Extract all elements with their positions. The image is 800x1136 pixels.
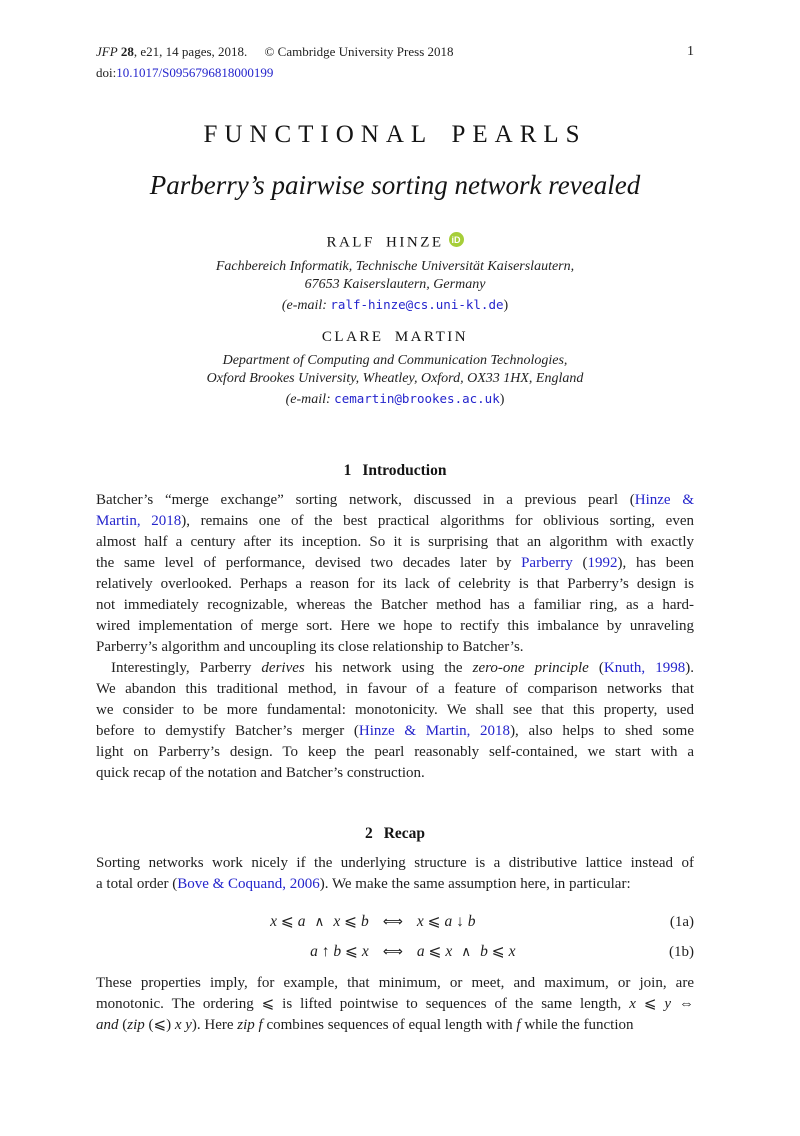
email-line (96, 296, 694, 315)
operator: ∧ (314, 913, 325, 930)
text-line (96, 553, 694, 574)
text-line (96, 973, 694, 994)
italic-text: x y (174, 1016, 192, 1033)
text-line (96, 616, 694, 637)
orcid-icon[interactable]: iD (449, 232, 464, 247)
author-name (96, 232, 694, 252)
text-run: while the function (520, 1016, 634, 1033)
citation-link[interactable]: Martin, 2018 (96, 512, 182, 529)
text-run: wired implementation of merge sort. Here we hope to rectify this imbalance by unraveling (96, 617, 694, 634)
text-run: ). We make the same assumption here, in particular: (319, 875, 631, 892)
text-run: combines sequences of equal length with (262, 1016, 517, 1033)
equation-number: (1b) (669, 943, 694, 960)
equation-relation: ⟺ (382, 913, 403, 930)
section-recap (96, 824, 694, 1036)
text-run: ( (118, 1016, 128, 1033)
italic-text: zip f (237, 1016, 263, 1033)
text-run: ( (588, 659, 604, 676)
italic-text: and (96, 1016, 119, 1033)
citation-link[interactable]: Knuth, 1998 (603, 659, 686, 676)
citation-link[interactable]: 1992 (587, 554, 618, 571)
section-number: 1 (343, 461, 352, 479)
equation-relation: ⟺ (382, 943, 403, 960)
journal-abbrev: JFP (96, 44, 118, 59)
journal-volume: 28 (120, 44, 134, 59)
equation-block (96, 907, 694, 967)
email-suffix: ) (503, 297, 509, 313)
text-line (96, 1015, 694, 1036)
equation (96, 937, 694, 967)
affiliation-line: Department of Computing and Communication Technologies, (222, 352, 568, 368)
italic-text: a ↑ b ⩽ x (310, 942, 369, 960)
italic-text: derives (261, 659, 305, 676)
text-line (96, 511, 694, 532)
text-run: (⩽) (144, 1016, 175, 1033)
equation-rhs (417, 907, 648, 936)
email-line (96, 390, 694, 409)
text-run: These properties imply, for example, that minimum, or meet, and maximum, or join, are (96, 974, 694, 991)
text-run: ( (572, 554, 588, 571)
paragraph (96, 853, 694, 895)
section-body (96, 853, 694, 1036)
italic-text: zero-one principle (472, 659, 589, 676)
italic-text: zip (127, 1016, 145, 1033)
author-affiliation (96, 352, 694, 388)
text-line (96, 637, 694, 658)
text-run: Batcher’s “merge exchange” sorting network, discussed in a previous pearl ( (96, 491, 635, 508)
doi-link[interactable]: 10.1017/S0956796818000199 (116, 65, 274, 80)
text-line (96, 763, 694, 784)
section-body (96, 490, 694, 784)
doi-label: doi: (96, 65, 117, 80)
text-run: We abandon this traditional method, in favour of a feature of comparison networks that (96, 680, 694, 697)
text-run: monotonic. The ordering ⩽ is lifted pointwise to sequences of the same length, (96, 995, 630, 1012)
operator: ∧ (461, 943, 472, 960)
text-run: ⩽ (635, 995, 665, 1012)
text-run: not immediately recognizable, whereas the Batcher method has a familiar ring, as a hard- (96, 596, 694, 613)
affiliation-line: Oxford Brookes University, Wheatley, Oxford, OX33 1HX, England (206, 370, 584, 386)
text-run: ). (685, 659, 695, 676)
citation-link[interactable]: Hinze & Martin, 2018 (358, 722, 511, 739)
email-link[interactable]: cemartin@brookes.ac.uk (334, 390, 500, 406)
page-header (96, 44, 694, 81)
text-run: ), remains one of the best practical algorithms for oblivious sorting, even (181, 512, 694, 529)
italic-text: x ⩽ a (270, 912, 306, 930)
equation-lhs (96, 907, 369, 937)
text-run: relatively overlooked. Perhaps a reason for its lack of celebrity is that Parberry’s design is (96, 575, 694, 592)
citation-link[interactable]: Hinze & (634, 491, 694, 508)
citation-link[interactable]: Parberry (521, 554, 573, 571)
page-number: 1 (687, 44, 694, 59)
text-run: a total order ( (96, 875, 178, 892)
paragraph (96, 490, 694, 658)
equation-number: (1a) (669, 913, 694, 930)
author-block-martin (96, 328, 694, 409)
section-title: Introduction (362, 461, 447, 479)
text-run: quick recap of the notation and Batcher’s construction. (96, 764, 425, 781)
text-run: ). Here (191, 1016, 238, 1033)
author-name-text: RALF HINZE (326, 234, 444, 251)
text-line (96, 742, 694, 763)
text-run: Sorting networks work nicely if the underlying structure is a distributive lattice instead of (96, 854, 694, 871)
text-line (96, 658, 694, 679)
text-run: light on Parberry’s design. To keep the pearl reasonably self-contained, we start with a (96, 743, 694, 760)
author-name (96, 328, 694, 346)
text-line (96, 874, 694, 895)
affiliation-line: 67653 Kaiserslautern, Germany (304, 276, 486, 292)
article-title: Parberry’s pairwise sorting network revealed (149, 170, 641, 200)
author-name-text: CLARE MARTIN (321, 328, 469, 345)
italic-text: x ⩽ a ↓ b (416, 912, 476, 930)
section-heading (96, 824, 694, 844)
text-run: Parberry’s algorithm and uncoupling its close relationship to Batcher’s. (96, 638, 524, 655)
text-line (96, 700, 694, 721)
text-line (96, 853, 694, 874)
copyright-notice: © Cambridge University Press 2018 (264, 44, 454, 59)
text-run: ⇔ (671, 995, 694, 1012)
email-suffix: ) (499, 391, 505, 407)
italic-text: x ⩽ b (333, 912, 369, 930)
text-line (96, 721, 694, 742)
text-run: we consider to be more fundamental: monotonicity. We shall see that this property, used (96, 701, 694, 718)
text-run: almost half a century after its inception. So it is surprising that an algorithm with exactly (96, 533, 694, 550)
text-run: his network using the (304, 659, 473, 676)
section-heading (96, 461, 694, 481)
citation-link[interactable]: Bove & Coquand, 2006 (177, 875, 320, 892)
series-title: FUNCTIONAL PEARLS (203, 121, 587, 148)
journal-header-row (96, 44, 694, 60)
text-run: Interestingly, Parberry (111, 659, 262, 676)
section-title: Recap (383, 824, 426, 842)
paragraph (96, 658, 694, 784)
email-prefix: (e-mail: (285, 391, 335, 407)
italic-text: x (629, 995, 636, 1012)
italic-text: b ⩽ x (480, 942, 516, 960)
section-introduction (96, 461, 694, 784)
text-run: the same level of performance, devised two decades later by (96, 554, 522, 571)
journal-info (96, 44, 454, 60)
text-line (96, 595, 694, 616)
text-line (96, 994, 694, 1015)
italic-text: f (516, 1016, 521, 1033)
italic-text: y (664, 995, 672, 1012)
text-line (96, 532, 694, 553)
text-run: ), has been (617, 554, 695, 571)
journal-issue-info: , e21, 14 pages, 2018. (133, 44, 248, 59)
email-prefix: (e-mail: (281, 297, 331, 313)
author-block-hinze (96, 232, 694, 315)
text-run: ), also helps to shed some (510, 722, 694, 739)
text-line (96, 490, 694, 511)
text-line (96, 574, 694, 595)
text-line (96, 679, 694, 700)
equation-lhs (96, 937, 369, 966)
doi-line (96, 65, 694, 81)
email-link[interactable]: ralf-hinze@cs.uni-kl.de (330, 296, 504, 312)
equation (96, 907, 694, 937)
section-number: 2 (364, 824, 373, 842)
italic-text: a ⩽ x (416, 942, 453, 960)
author-affiliation (96, 258, 694, 294)
affiliation-line: Fachbereich Informatik, Technische Universität Kaiserslautern, (215, 258, 575, 274)
text-run: before to demystify Batcher’s merger ( (96, 722, 359, 739)
paragraph (96, 973, 694, 1036)
equation-rhs (417, 937, 648, 967)
